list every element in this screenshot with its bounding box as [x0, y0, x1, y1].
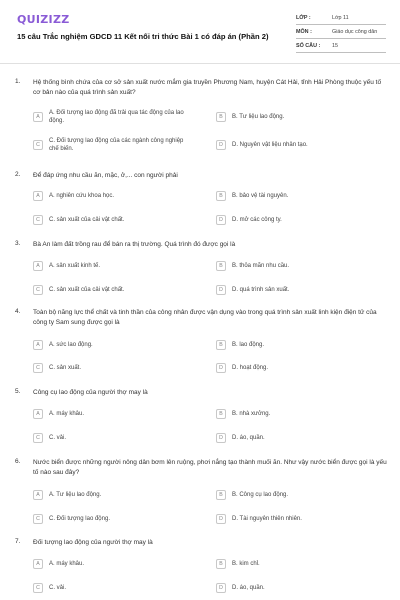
meta-info-box: [296, 12, 386, 54]
question-text: Đối tượng lao động của người thợ may là: [33, 539, 153, 546]
option-letter-box: D: [216, 583, 226, 593]
option-letter-box: B: [216, 191, 226, 201]
answer-option-d[interactable]: [216, 579, 386, 596]
worksheet-header: [0, 0, 400, 62]
option-letter-box: C: [33, 363, 43, 373]
question-number: 1.: [15, 78, 21, 85]
answer-option-b[interactable]: [216, 187, 386, 204]
option-text: D. áo, quần.: [232, 434, 265, 441]
answer-option-c[interactable]: [33, 510, 193, 527]
option-text: A. nghiên cứu khoa học.: [49, 192, 115, 199]
answer-option-d[interactable]: [216, 136, 386, 153]
option-text: A. sức lao động.: [49, 341, 93, 348]
header-divider: [0, 63, 400, 64]
option-text: D. Nguyên vật liệu nhân tạo.: [232, 141, 308, 148]
answer-option-d[interactable]: [216, 510, 386, 527]
meta-label: MÔN :: [296, 29, 312, 35]
option-letter-box: A: [33, 559, 43, 569]
meta-label: LỚP :: [296, 15, 311, 21]
option-text: C. vải.: [49, 434, 67, 441]
question-number: 5.: [15, 388, 21, 395]
option-letter-box: B: [216, 340, 226, 350]
option-text: D. áo, quần.: [232, 584, 265, 591]
meta-row-class: [296, 12, 386, 25]
option-letter-box: B: [216, 409, 226, 419]
option-text: A. Đối tượng lao động đã trải qua tác động của lao động.: [49, 109, 184, 124]
answer-option-b[interactable]: [216, 257, 386, 274]
answer-option-b[interactable]: [216, 405, 386, 422]
question-number: 4.: [15, 308, 21, 315]
option-text: C. sản xuất của cải vật chất.: [49, 286, 125, 293]
answer-option-a[interactable]: [33, 336, 193, 353]
option-text: C. vải.: [49, 584, 67, 591]
answer-option-a[interactable]: [33, 486, 193, 503]
meta-value: Lớp 11: [332, 15, 349, 21]
question-text: Để đáp ứng nhu cầu ăn, mặc, ở,... con người phải: [33, 172, 178, 179]
option-letter-box: D: [216, 514, 226, 524]
option-text: D. hoạt động.: [232, 364, 269, 371]
option-letter-box: C: [33, 215, 43, 225]
option-letter-box: D: [216, 215, 226, 225]
option-letter-box: D: [216, 285, 226, 295]
question-text: Toàn bộ năng lực thể chất và tinh thần của công nhân được vận dụng vào trong quá trình sản xuất linh kiện điện tử của công ty Sam sung được gọi là: [33, 309, 377, 326]
answer-option-b[interactable]: [216, 555, 386, 572]
option-letter-box: A: [33, 409, 43, 419]
question-text: Nước biển được những người nông dân bơm lên ruộng, phơi nắng tạo thành muối ăn. Như vậy nước biển được gọi là yếu tố nào sau đây?: [33, 459, 387, 476]
option-letter-box: B: [216, 490, 226, 500]
option-text: C. sản xuất của cải vật chất.: [49, 216, 125, 223]
question-text: Công cụ lao động của người thợ may là: [33, 389, 148, 396]
option-letter-box: A: [33, 191, 43, 201]
answer-option-d[interactable]: [216, 359, 386, 376]
page-title: 15 câu Trắc nghiệm GDCD 11 Kết nối tri thức Bài 1 có đáp án (Phần 2): [17, 32, 269, 41]
option-letter-box: D: [216, 140, 226, 150]
option-letter-box: A: [33, 490, 43, 500]
option-text: B. Công cụ lao động.: [232, 491, 289, 498]
question-text: Bà An làm đất trồng rau để bán ra thị trường. Quá trình đó được gọi là: [33, 241, 236, 248]
question-number: 6.: [15, 458, 21, 465]
question-number: 7.: [15, 538, 21, 545]
meta-row-subject: [296, 26, 386, 39]
option-letter-box: D: [216, 433, 226, 443]
answer-option-c[interactable]: [33, 579, 193, 596]
option-text: A. máy khâu.: [49, 410, 85, 417]
meta-value: Giáo dục công dân: [332, 29, 378, 35]
answer-option-a[interactable]: [33, 405, 193, 422]
answer-option-b[interactable]: [216, 108, 386, 125]
option-letter-box: C: [33, 285, 43, 295]
option-letter-box: D: [216, 363, 226, 373]
option-text: D. Tài nguyên thiên nhiên.: [232, 515, 302, 522]
answer-option-a[interactable]: [33, 108, 193, 125]
answer-option-c[interactable]: [33, 211, 193, 228]
answer-option-c[interactable]: [33, 429, 193, 446]
option-text: C. Đối tượng lao động.: [49, 515, 110, 522]
meta-value: 15: [332, 43, 338, 49]
question-number: 3.: [15, 240, 21, 247]
option-letter-box: B: [216, 112, 226, 122]
option-letter-box: B: [216, 261, 226, 271]
answer-option-b[interactable]: [216, 486, 386, 503]
option-text: C. Đối tượng lao động của các ngành công nghiệp chế biến.: [49, 137, 184, 152]
option-text: B. Tư liệu lao động.: [232, 113, 285, 120]
question-number: 2.: [15, 171, 21, 178]
meta-row-count: [296, 40, 386, 53]
quizizz-logo: QUIZIZZ: [17, 13, 70, 26]
option-text: A. Tư liệu lao động.: [49, 491, 102, 498]
answer-option-d[interactable]: [216, 429, 386, 446]
option-text: D. quá trình sản xuất.: [232, 286, 290, 293]
option-letter-box: A: [33, 340, 43, 350]
meta-label: SỐ CÂU :: [296, 43, 321, 49]
option-text: B. bảo vệ tài nguyên.: [232, 192, 289, 199]
option-text: B. nhà xưởng.: [232, 410, 271, 417]
option-letter-box: A: [33, 112, 43, 122]
answer-option-b[interactable]: [216, 336, 386, 353]
answer-option-d[interactable]: [216, 281, 386, 298]
answer-option-a[interactable]: [33, 257, 193, 274]
answer-option-c[interactable]: [33, 359, 193, 376]
answer-option-a[interactable]: [33, 187, 193, 204]
option-text: D. mở các công ty.: [232, 216, 282, 223]
option-letter-box: C: [33, 140, 43, 150]
option-letter-box: C: [33, 433, 43, 443]
option-letter-box: B: [216, 559, 226, 569]
answer-option-c[interactable]: [33, 281, 193, 298]
answer-option-d[interactable]: [216, 211, 386, 228]
answer-option-a[interactable]: [33, 555, 193, 572]
option-text: B. lao động.: [232, 341, 265, 348]
option-text: B. thỏa mãn nhu cầu.: [232, 262, 290, 269]
option-letter-box: C: [33, 583, 43, 593]
option-text: B. kim chỉ.: [232, 560, 260, 567]
option-letter-box: A: [33, 261, 43, 271]
option-text: C. sản xuất.: [49, 364, 82, 371]
answer-option-c[interactable]: [33, 136, 193, 153]
option-letter-box: C: [33, 514, 43, 524]
option-text: A. sản xuất kinh tế.: [49, 262, 101, 269]
option-text: A. máy khâu.: [49, 560, 85, 567]
question-text: Hệ thống bình chứa của cơ sở sản xuất nước mắm gia truyền Phương Nam, huyện Cát Hải, tỉnh Hải Phòng thuộc yếu tố cơ bản nào của quá trình sản xuất?: [33, 79, 382, 96]
